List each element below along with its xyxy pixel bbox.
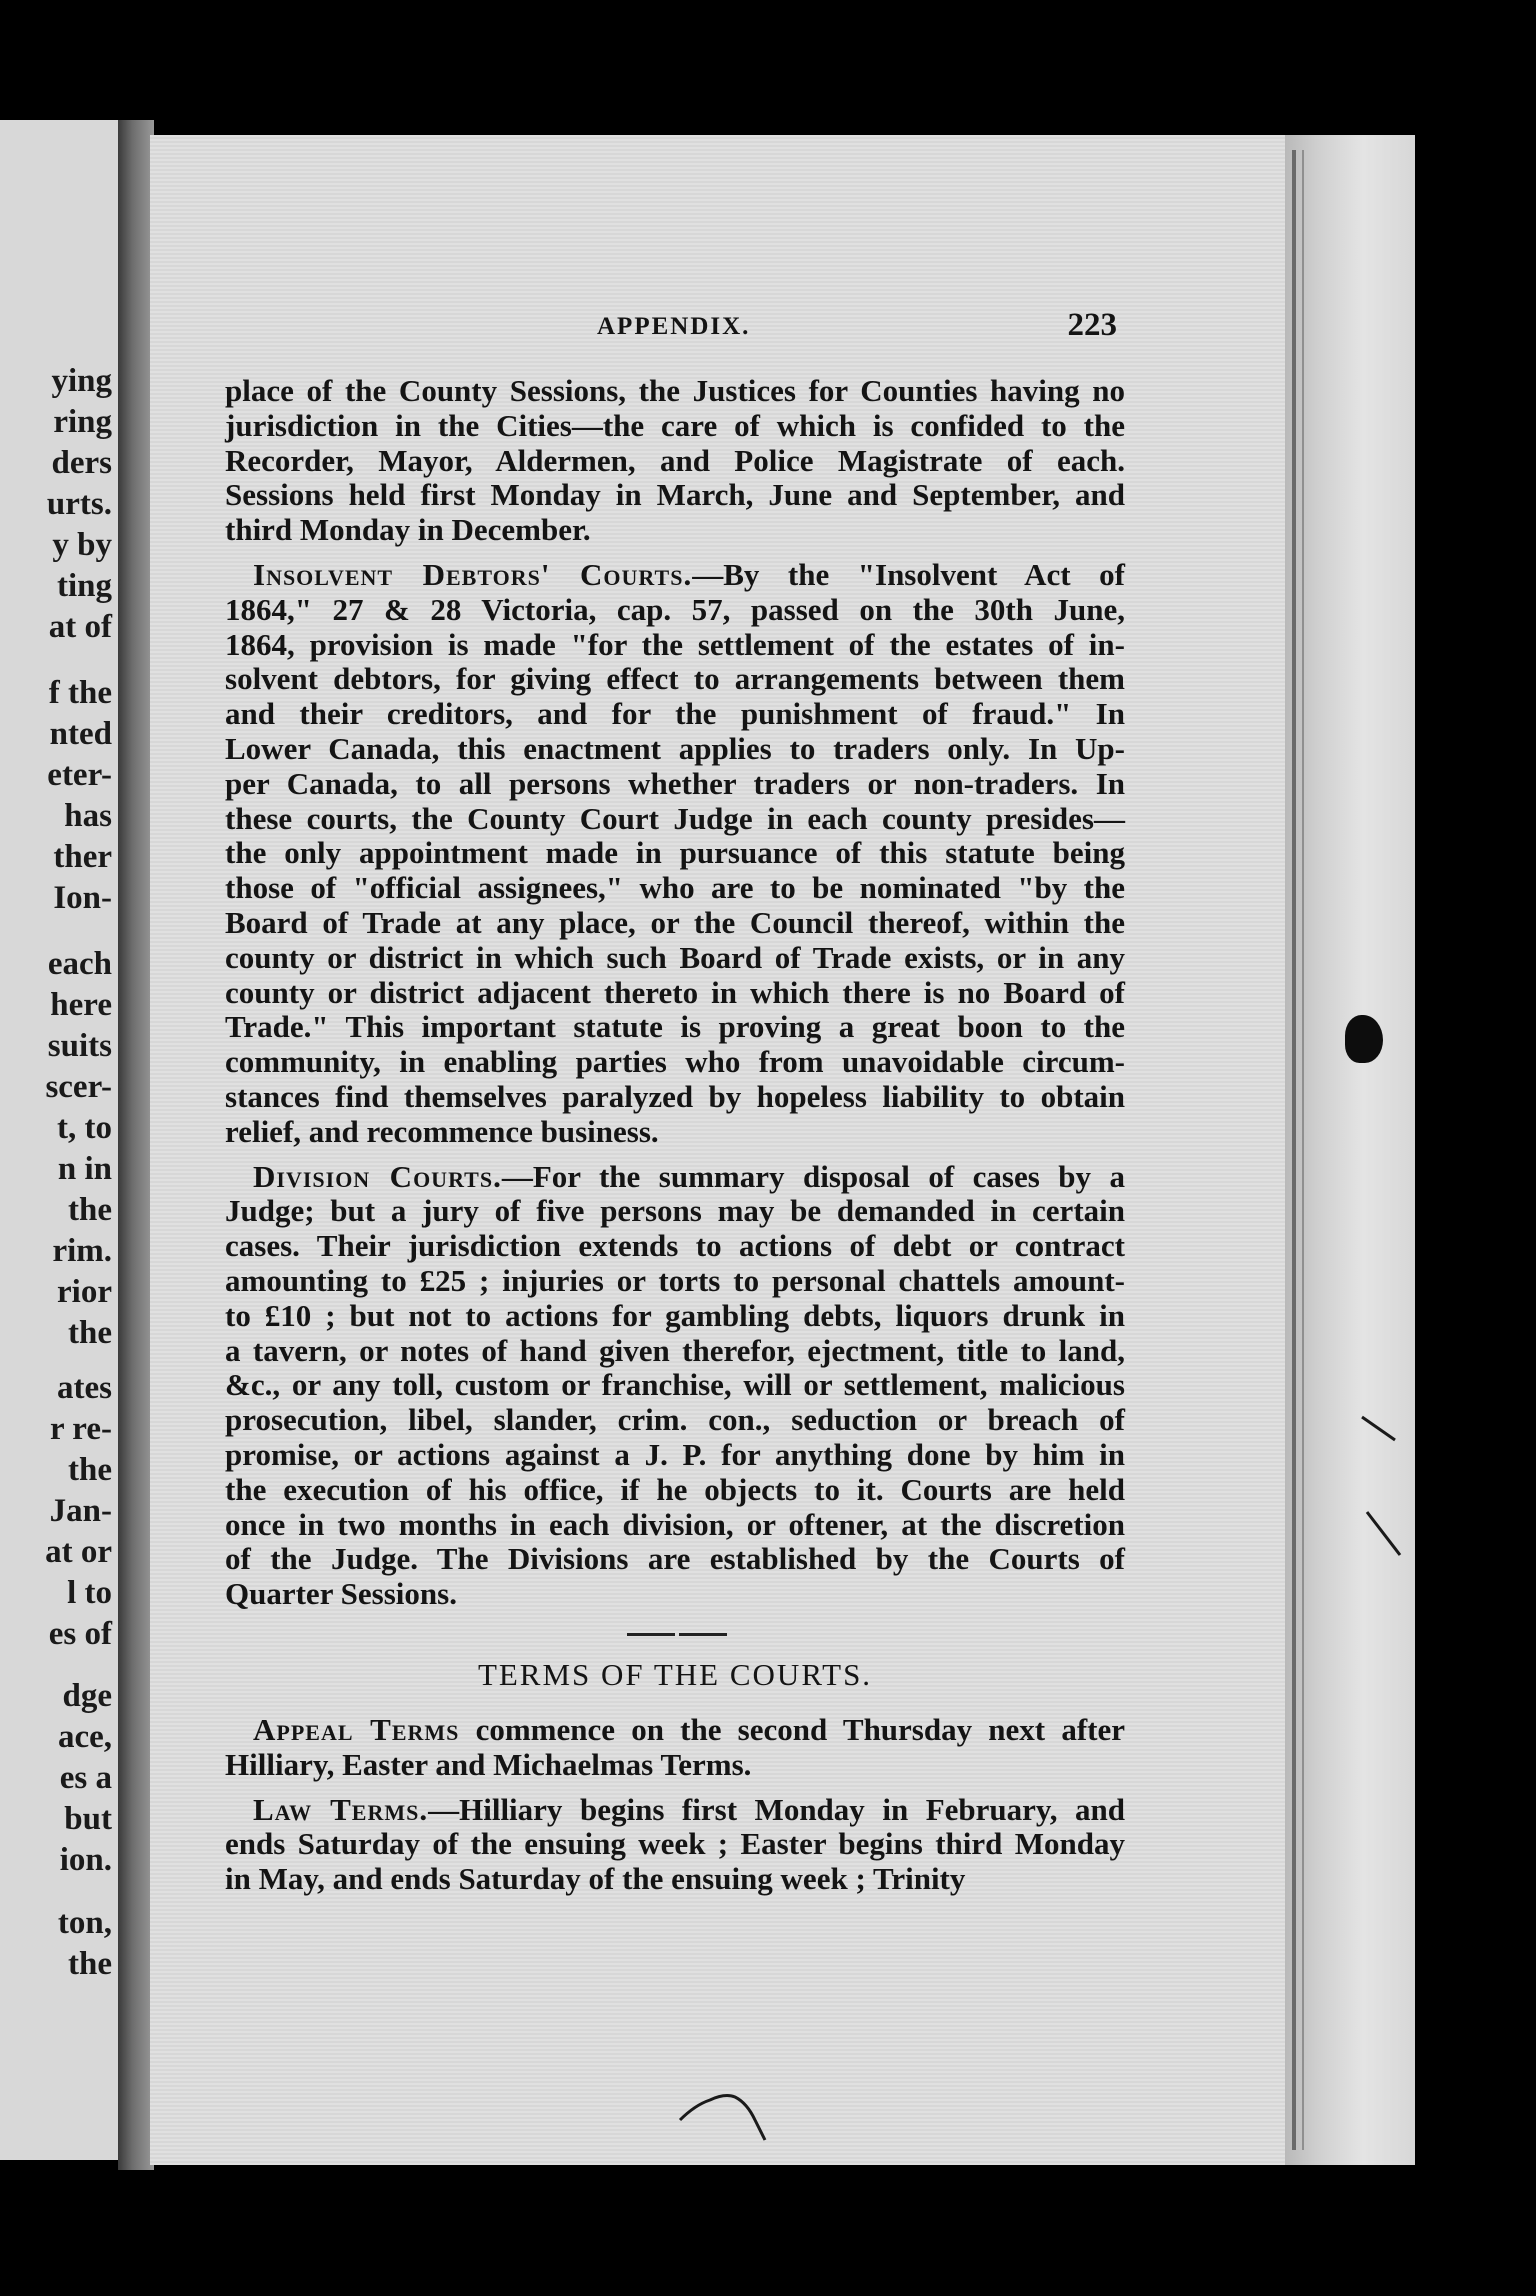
terms-text bbox=[225, 1713, 1125, 1897]
text-line: in May, and ends Saturday of the ensuing week ; Trinity bbox=[225, 1861, 966, 1897]
section-heading: TERMS OF THE COURTS. bbox=[477, 1657, 873, 1692]
text-line: place of the County Sessions, the Justices for Counties having no bbox=[225, 373, 1125, 408]
text-line: Lower Canada, this enactment applies to traders only. In Up- bbox=[225, 730, 1125, 766]
text-line: relief, and recommence business. bbox=[225, 1113, 659, 1149]
text-line: Judge; but a jury of five persons may be demanded in certain bbox=[225, 1193, 1125, 1229]
text-line: of the Judge. The Divisions are established by the Courts of bbox=[225, 1541, 1125, 1577]
facing-page-text: rim. bbox=[52, 1232, 112, 1269]
facing-page-text: ying bbox=[51, 362, 112, 399]
facing-page-text: eter- bbox=[47, 756, 112, 793]
running-title: APPENDIX. bbox=[597, 313, 751, 340]
facing-page-text: ates bbox=[57, 1370, 112, 1407]
text-line: and their creditors, and for the punishment of fraud." In bbox=[225, 696, 1125, 732]
facing-page-text: dge bbox=[62, 1677, 112, 1714]
facing-page-text: y by bbox=[52, 526, 112, 563]
text-run: commence on the second Thursday next after bbox=[459, 1712, 1126, 1747]
text-run: —By the "Insolvent Act of bbox=[692, 556, 1125, 592]
pen-stroke-mark bbox=[1365, 1510, 1405, 1560]
facing-page-text: the bbox=[68, 1191, 112, 1228]
text-line: the only appointment made in pursuance of this statute being bbox=[225, 835, 1125, 871]
page-number: 223 bbox=[1067, 307, 1117, 343]
text-line: the execution of his office, if he objects to it. Courts are held bbox=[225, 1471, 1125, 1507]
facing-page-text: urts. bbox=[46, 485, 112, 522]
text-line: stances find themselves paralyzed by hopeless liability to obtain bbox=[225, 1078, 1125, 1114]
text-line: solvent debtors, for giving effect to arrangements between them bbox=[225, 661, 1125, 697]
facing-page-text: f the bbox=[48, 674, 112, 711]
text-line: jurisdiction in the Cities—the care of which is confided to the bbox=[225, 407, 1125, 443]
facing-page-fragment bbox=[0, 120, 120, 2160]
facing-page-text: n in bbox=[57, 1150, 112, 1187]
facing-page-text: the bbox=[68, 1452, 112, 1489]
text-line: 1864, provision is made "for the settlement of the estates of in- bbox=[225, 626, 1125, 662]
text-line: Hilliary, Easter and Michaelmas Terms. bbox=[225, 1746, 752, 1782]
text-line: Sessions held first Monday in March, June and September, and bbox=[225, 477, 1125, 513]
run-in-heading: Law Terms. bbox=[253, 1791, 429, 1827]
facing-page-text: l to bbox=[67, 1575, 112, 1612]
text-line: prosecution, libel, slander, crim. con., seduction or breach of bbox=[225, 1402, 1125, 1438]
facing-page-text: ther bbox=[53, 838, 112, 875]
facing-page-text: es a bbox=[59, 1759, 112, 1796]
paragraph-insolvent-debtors-courts bbox=[225, 558, 1125, 1150]
text-line bbox=[225, 1793, 1125, 1828]
facing-page-text: ace, bbox=[57, 1718, 112, 1755]
text-line: Trade." This important statute is proving a great boon to the bbox=[225, 1009, 1125, 1045]
facing-page-text: Ion- bbox=[53, 879, 112, 916]
section-divider bbox=[627, 1633, 727, 1640]
facing-page-text: r re- bbox=[50, 1411, 112, 1448]
facing-page-text: at of bbox=[48, 608, 112, 645]
run-in-heading: Division Courts. bbox=[253, 1158, 502, 1194]
page-edge bbox=[1285, 135, 1415, 2165]
text-line: per Canada, to all persons whether traders or non-traders. In bbox=[225, 765, 1125, 801]
text-line: cases. Their jurisdiction extends to actions of debt or contract bbox=[225, 1228, 1125, 1264]
text-line: Board of Trade at any place, or the Council thereof, within the bbox=[225, 904, 1125, 940]
text-line: Recorder, Mayor, Aldermen, and Police Magistrate of each. bbox=[225, 442, 1125, 478]
text-run: —Hilliary begins first Monday in February, and bbox=[428, 1791, 1125, 1827]
facing-page-text: here bbox=[50, 986, 112, 1023]
text-line: Quarter Sessions. bbox=[225, 1576, 457, 1612]
facing-page-text: each bbox=[47, 945, 112, 982]
text-line: &c., or any toll, custom or franchise, will or settlement, malicious bbox=[225, 1367, 1125, 1403]
text-line bbox=[225, 1160, 1125, 1195]
text-line: to £10 ; but not to actions for gambling debts, liquors drunk in bbox=[225, 1297, 1125, 1333]
pen-stroke-mark bbox=[1360, 1415, 1400, 1445]
facing-page-text: ton, bbox=[57, 1904, 112, 1941]
running-head bbox=[597, 307, 1117, 353]
text-line: amounting to £25 ; injuries or torts to personal chattels amount- bbox=[225, 1262, 1125, 1298]
facing-page-text: ring bbox=[53, 403, 112, 440]
page-edge-line bbox=[1292, 150, 1296, 2150]
paragraph-law-terms bbox=[225, 1793, 1125, 1897]
paragraph-county-sessions bbox=[225, 374, 1125, 548]
facing-page-text: rior bbox=[57, 1273, 112, 1310]
facing-page-text: ting bbox=[56, 567, 112, 604]
facing-page-text: scer- bbox=[45, 1068, 112, 1105]
text-line: those of "official assignees," who are to be nominated "by the bbox=[225, 870, 1125, 906]
paragraph-division-courts bbox=[225, 1160, 1125, 1612]
facing-page-text: the bbox=[68, 1945, 112, 1982]
text-line: ends Saturday of the ensuing week ; Easter begins third Monday bbox=[225, 1826, 1125, 1862]
text-line: once in two months in each division, or oftener, at the discretion bbox=[225, 1506, 1125, 1542]
facing-page-text: the bbox=[68, 1314, 112, 1351]
facing-page-text: has bbox=[64, 797, 112, 834]
text-line: county or district adjacent thereto in which there is no Board of bbox=[225, 974, 1125, 1010]
facing-page-text: ders bbox=[51, 444, 112, 481]
text-line: 1864," 27 & 28 Victoria, cap. 57, passed on the 30th June, bbox=[225, 591, 1125, 627]
body-text bbox=[225, 374, 1125, 1612]
text-line bbox=[225, 1713, 1125, 1748]
run-in-heading: Insolvent Debtors' Courts. bbox=[253, 556, 693, 592]
text-run: —For the summary disposal of cases by a bbox=[501, 1158, 1126, 1194]
page-edge-line bbox=[1302, 150, 1304, 2150]
facing-page-text: but bbox=[64, 1800, 112, 1837]
text-line bbox=[225, 558, 1125, 593]
facing-page-text: Jan- bbox=[49, 1493, 112, 1530]
book-gutter bbox=[118, 120, 154, 2170]
text-line: a tavern, or notes of hand given therefor, ejectment, title to land, bbox=[225, 1332, 1125, 1368]
text-line: county or district in which such Board of Trade exists, or in any bbox=[225, 939, 1125, 975]
text-line: these courts, the County Court Judge in each county presides— bbox=[225, 800, 1125, 836]
facing-page-text: ion. bbox=[59, 1841, 112, 1878]
facing-page-text: es of bbox=[48, 1616, 112, 1653]
run-in-heading: Appeal Terms bbox=[253, 1712, 460, 1747]
text-line: promise, or actions against a J. P. for anything done by him in bbox=[225, 1436, 1125, 1472]
ink-blot bbox=[1345, 1015, 1383, 1063]
facing-page-text: t, to bbox=[57, 1109, 112, 1146]
facing-page-text: nted bbox=[49, 715, 112, 752]
paragraph-appeal-terms bbox=[225, 1713, 1125, 1783]
text-line: community, in enabling parties who from unavoidable circum- bbox=[225, 1044, 1125, 1080]
pen-squiggle-mark bbox=[675, 2085, 805, 2145]
text-line: third Monday in December. bbox=[225, 512, 591, 548]
facing-page-text: at or bbox=[45, 1534, 112, 1571]
facing-page-text: suits bbox=[47, 1027, 112, 1064]
